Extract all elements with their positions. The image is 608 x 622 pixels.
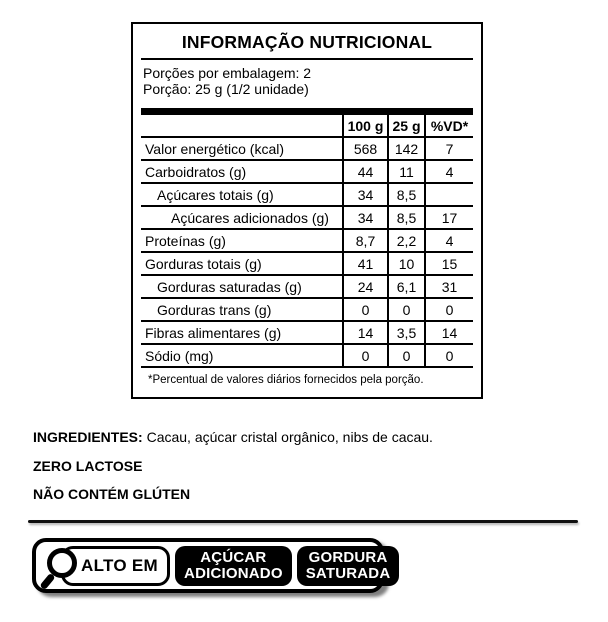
table-row: [141, 138, 473, 161]
row-label: Açúcares totais (g): [157, 186, 274, 203]
table-row: [141, 345, 473, 368]
value-percent-dv: 4: [424, 161, 473, 182]
table-row: [141, 230, 473, 253]
value-percent-dv: 0: [424, 299, 473, 320]
ingredients-line: [33, 429, 433, 445]
dv-footnote: *Percentual de valores diários fornecidos pela porção.: [148, 374, 424, 386]
value-per-25g: 142: [387, 138, 424, 159]
serving-size: Porção: 25 g (1/2 unidade): [143, 80, 309, 97]
header-per-25g: 25 g: [387, 115, 424, 136]
alto-em-pill: [61, 546, 170, 586]
title-divider: [141, 58, 473, 60]
badge-added-sugar: [175, 546, 292, 586]
row-label: Gorduras saturadas (g): [157, 278, 302, 295]
magnifier-handle-icon: [39, 572, 55, 590]
row-label: Açúcares adicionados (g): [171, 209, 329, 226]
value-per-25g: 10: [387, 253, 424, 274]
table-row: [141, 322, 473, 345]
row-label: Gorduras totais (g): [145, 255, 262, 272]
header-percent-dv: %VD*: [424, 115, 473, 136]
value-percent-dv: 14: [424, 322, 473, 343]
value-per-25g: 8,5: [387, 184, 424, 205]
value-per-25g: 2,2: [387, 230, 424, 251]
table-row: [141, 161, 473, 184]
value-percent-dv: 4: [424, 230, 473, 251]
table-row: [141, 207, 473, 230]
value-per-100g: 24: [342, 276, 387, 297]
value-percent-dv: 7: [424, 138, 473, 159]
value-per-100g: 0: [342, 299, 387, 320]
value-per-25g: 0: [387, 299, 424, 320]
badge-added-sugar-line1: AÇÚCAR: [200, 548, 267, 566]
value-per-100g: 44: [342, 161, 387, 182]
value-percent-dv: 15: [424, 253, 473, 274]
row-label: Valor energético (kcal): [145, 140, 285, 157]
table-top-bar: [141, 108, 473, 115]
value-percent-dv: 31: [424, 276, 473, 297]
badge-saturated-fat: [297, 546, 400, 586]
row-label: Sódio (mg): [145, 347, 214, 364]
servings-info: [143, 66, 473, 97]
header-per-100g: 100 g: [342, 115, 387, 136]
value-per-100g: 14: [342, 322, 387, 343]
value-per-100g: 0: [342, 345, 387, 366]
value-per-25g: 0: [387, 345, 424, 366]
nutrition-facts-panel: [131, 22, 483, 399]
row-label: Proteínas (g): [145, 232, 226, 249]
value-per-100g: 34: [342, 184, 387, 205]
value-per-100g: 568: [342, 138, 387, 159]
value-per-100g: 41: [342, 253, 387, 274]
value-percent-dv: 17: [424, 207, 473, 228]
alto-em-label: ALTO EM: [81, 555, 159, 575]
badge-saturated-fat-line1: GORDURA: [308, 548, 388, 566]
badge-added-sugar-line2: ADICIONADO: [184, 564, 283, 582]
row-label: Fibras alimentares (g): [145, 324, 282, 341]
value-percent-dv: 0: [424, 345, 473, 366]
nutrition-table-title: INFORMAÇÃO NUTRICIONAL: [181, 32, 433, 52]
value-per-25g: 8,5: [387, 207, 424, 228]
value-per-25g: 3,5: [387, 322, 424, 343]
nutrition-rows: [141, 138, 473, 368]
value-per-25g: 11: [387, 161, 424, 182]
badge-saturated-fat-line2: SATURADA: [305, 564, 391, 582]
ingredients-label: INGREDIENTES:: [33, 429, 143, 445]
row-label: Carboidratos (g): [145, 163, 247, 180]
value-per-100g: 34: [342, 207, 387, 228]
ingredients-text: Cacau, açúcar cristal orgânico, nibs de cacau.: [146, 429, 433, 445]
claim-gluten-free: NÃO CONTÉM GLÚTEN: [33, 486, 191, 502]
table-row: [141, 276, 473, 299]
horizontal-divider: [28, 520, 578, 523]
table-row: [141, 299, 473, 322]
high-in-warning-seal: [32, 538, 391, 593]
value-per-100g: 8,7: [342, 230, 387, 251]
nutrition-grid: [141, 115, 473, 368]
row-label: Gorduras trans (g): [157, 301, 272, 318]
value-percent-dv: [424, 184, 473, 205]
header-empty-cell: [141, 115, 342, 136]
claim-zero-lactose: ZERO LACTOSE: [33, 458, 143, 474]
value-per-25g: 6,1: [387, 276, 424, 297]
table-header-row: [141, 115, 473, 138]
table-row: [141, 253, 473, 276]
table-row: [141, 184, 473, 207]
servings-per-package: Porções por embalagem: 2: [143, 65, 312, 81]
